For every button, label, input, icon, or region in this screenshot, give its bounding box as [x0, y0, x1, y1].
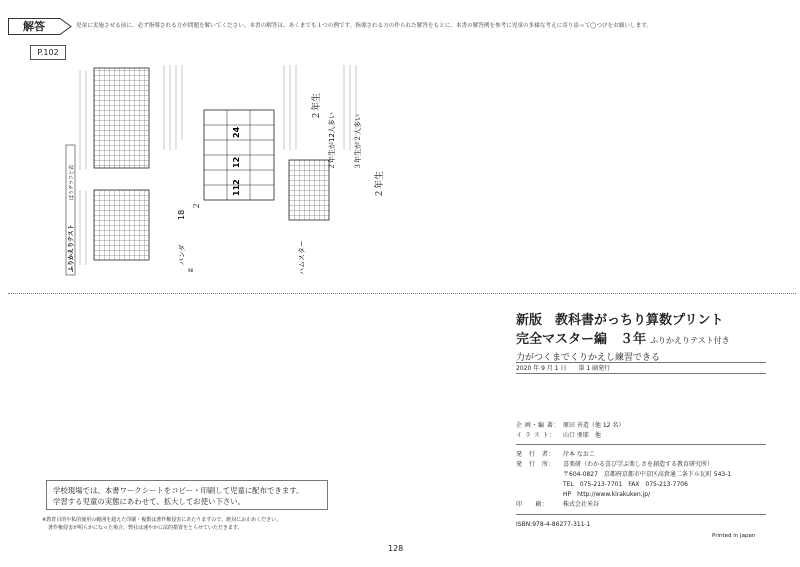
colophon: [516, 313, 786, 364]
page-number: 128: [388, 544, 404, 553]
publish-date: 2020 年 9 月 1 日 第 1 刷発行: [516, 365, 611, 372]
small-page-number: 98: [188, 268, 194, 273]
book-title-line1: 新版 教科書がっちり算数プリント: [516, 313, 724, 328]
copy-notice-box: [46, 480, 328, 510]
credit-row: イ ラ ス ト： 山口 亜耶 他: [516, 432, 601, 439]
answer-c: 112: [232, 179, 241, 196]
grid-chart-1: [94, 68, 149, 168]
copyright-footnote: [42, 516, 281, 532]
publisher-row: TEL 075-213-7701 FAX 075-213-7706: [563, 481, 688, 488]
worksheet-subtitle: ぼうグラフと表: [69, 164, 75, 200]
page-reference: P.102: [30, 45, 66, 60]
answer-12-more: ２年生が12人多い: [328, 112, 336, 170]
book-title-line2: [516, 332, 786, 349]
footnote-line-2: 著作権侵害が明らかになった場合、弊社は速やかに法的措置をとらせていただきます。: [48, 525, 243, 531]
divider: [516, 444, 766, 445]
book-title-main: 完全マスター編 ３年: [516, 332, 647, 347]
publisher-row: 発 行 者： 岸本 なおこ: [516, 451, 595, 458]
publisher-row: 発 行 所： 喜楽研（わかる喜び学ぶ楽しさを創造する教育研究所）: [516, 461, 714, 468]
credits: [516, 421, 625, 441]
answer-b: 12: [232, 156, 241, 168]
cut-line: [8, 293, 796, 294]
answer-tag: [8, 18, 66, 35]
answer-hamster: ハムスター: [298, 240, 306, 275]
worksheet-preview: [64, 50, 385, 282]
publisher-row: 〒604-0827 京都府京都市中京区高倉通二条下ル瓦町 543-1: [563, 471, 732, 478]
grid-chart-3: [289, 160, 329, 220]
answer-18: 18: [177, 209, 186, 220]
book-title-sub: ふりかえりテスト付き: [650, 336, 730, 345]
publisher-row: HP http://www.kirakuken.jp/: [563, 491, 651, 498]
publisher-row: 印 刷： 株式会社米谷: [516, 501, 600, 508]
grid-chart-2: [94, 190, 149, 260]
answer-a: 24: [232, 126, 241, 138]
worksheet-title: ふりかえりテスト: [68, 224, 75, 272]
divider: [516, 514, 766, 515]
answer-2-more: ３年生が２人多い: [354, 114, 362, 170]
header-note: 児童に実施させる前に、必ず指導される方が問題を解いてください。本書の解答は、あくまでも１つの例です。指導される方の作られた解答をもとに、本書の解答例を参考に児童の多様な考えに寄り添って◯つけをお願いします。: [76, 23, 652, 29]
answer-grade-2b: ２年生: [375, 170, 385, 198]
answer-panda: パンダ: [178, 244, 186, 265]
book-title-line3: 力がつくまでくりかえし練習できる: [516, 353, 661, 363]
isbn: ISBN:978-4-86277-311-1: [516, 521, 591, 528]
divider: [516, 373, 766, 374]
answer-label: 解答: [23, 20, 45, 33]
printed-in-japan: Printed in Japan: [712, 533, 756, 539]
credit-row: 企 画・編 著： 原田 善造（他 12 名）: [516, 422, 625, 429]
publisher-info: [516, 450, 732, 510]
footnote-line-1: ※教育目的や私的使用の範囲を超えた印刷・複製は著作権侵害にあたりますので、絶対にお止めください。: [42, 517, 282, 523]
notice-line-2: 学習する児童の実態にあわせて、拡大してお使い下さい。: [53, 497, 246, 506]
notice-line-1: 学校現場では、本書ワークシートをコピー・印刷して児童に配布できます。: [53, 486, 304, 495]
answer-2: ２: [192, 202, 201, 210]
answer-grade-2: ２年生: [312, 92, 322, 120]
